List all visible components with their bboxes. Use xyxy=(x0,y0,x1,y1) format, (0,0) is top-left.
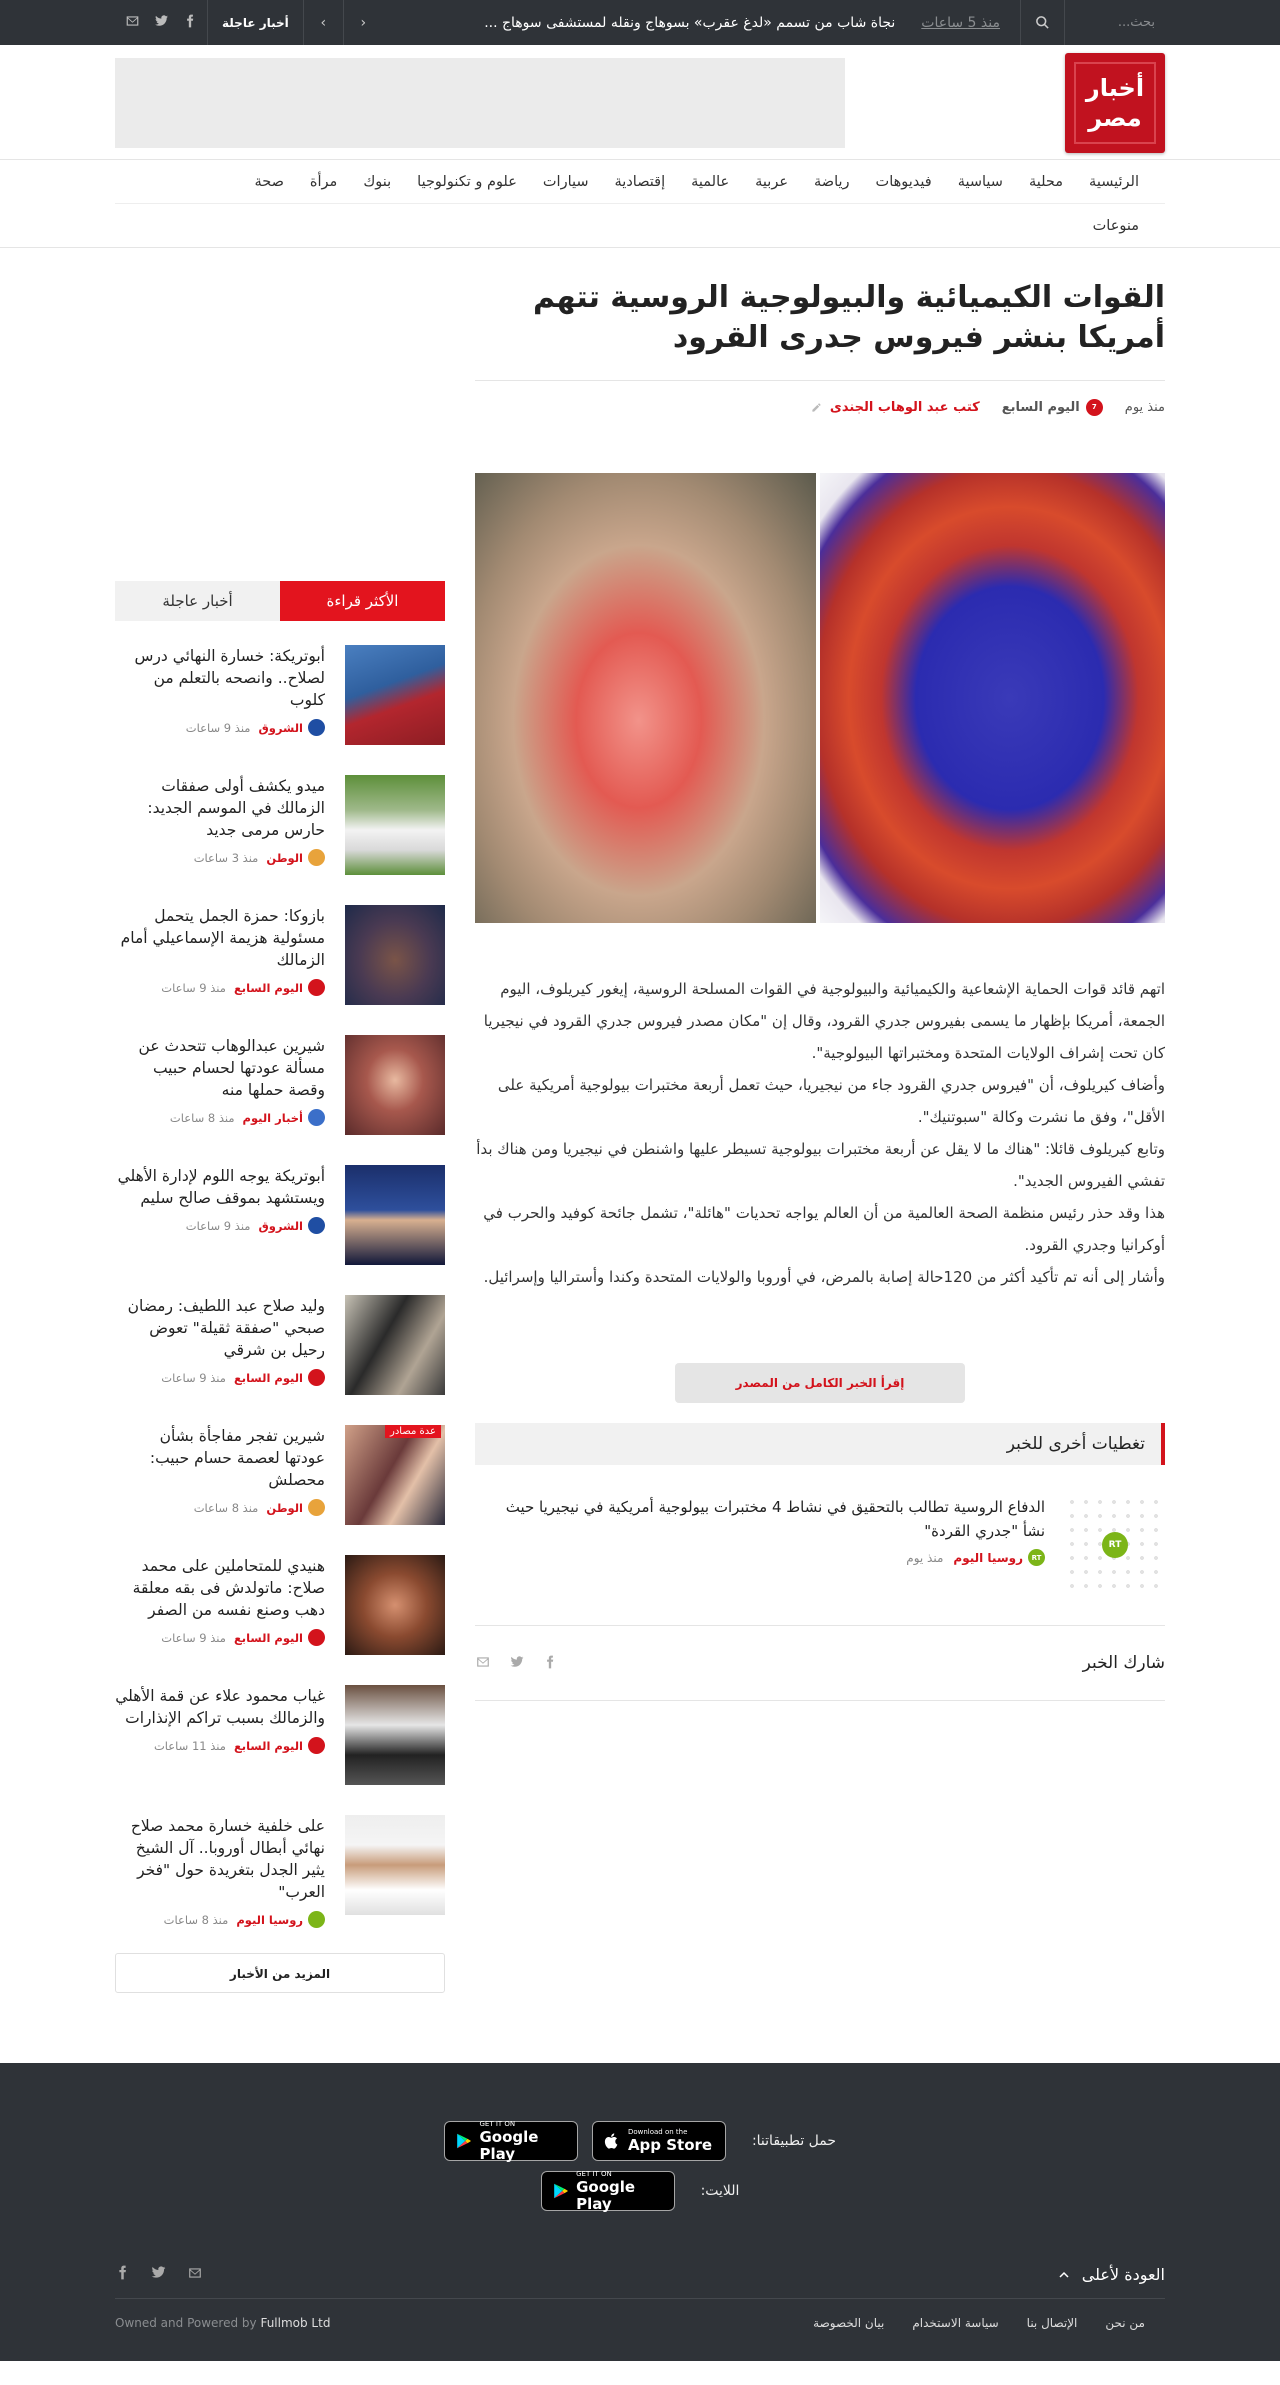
powered-by xyxy=(115,2316,330,2330)
twitter-link[interactable] xyxy=(154,13,169,32)
twitter-icon xyxy=(154,14,169,28)
most-read-source xyxy=(234,1369,325,1386)
most-read-source xyxy=(258,719,325,736)
most-read-thumb[interactable] xyxy=(345,905,445,1005)
lite-label: اللايت: xyxy=(700,2183,740,2199)
author-name: كتب عبد الوهاب الجندى xyxy=(829,399,980,415)
source-logo xyxy=(308,849,325,866)
most-read-title[interactable]: على خلفية خسارة محمد صلاح نهائي أبطال أوروبا.. آل الشيخ يثير الجدل بتغريدة حول "فخر العرب" xyxy=(130,1817,325,1901)
most-read-source xyxy=(266,849,325,866)
most-read-time: منذ 8 ساعات xyxy=(169,1110,235,1125)
twitter-icon xyxy=(509,1655,525,1669)
facebook-link[interactable] xyxy=(183,13,197,32)
sidebar-tabs xyxy=(115,581,445,621)
nav-item[interactable]: الرئيسية xyxy=(1089,173,1139,190)
footer-facebook-link[interactable] xyxy=(115,2265,130,2284)
article-author xyxy=(811,400,980,415)
most-read-title[interactable]: أبوتريكة: خسارة النهائي درس لصلاح.. وانصحه بالتعلم من كلوب xyxy=(134,647,325,709)
coverage-source xyxy=(953,1549,1045,1566)
multi-source-badge: عدة مصادر xyxy=(385,1425,441,1438)
most-read-thumb[interactable] xyxy=(345,1815,445,1915)
coverage-source-name: روسيا اليوم xyxy=(953,1550,1023,1565)
footer-link-privacy[interactable]: بيان الخصوصة xyxy=(813,2316,885,2330)
nav-item[interactable]: فيديوهات xyxy=(875,173,932,190)
most-read-meta xyxy=(115,1369,325,1386)
article-source[interactable] xyxy=(1002,399,1103,416)
source-logo xyxy=(308,1369,325,1386)
most-read-source-name: الشروق xyxy=(258,1218,303,1233)
most-read-thumb[interactable] xyxy=(345,645,445,745)
article-paragraph: وأضاف كيريلوف، أن "فيروس جدري القرود جاء من نيجيريا، حيث تعمل أربعة مختبرات بيولوجية أمريكية على الأقل"، وفق ما نشرت وكالة "سبوتنيك". xyxy=(497,1076,1165,1126)
source-logo xyxy=(308,1911,325,1928)
back-to-top-label: العودة لأعلى xyxy=(1081,2265,1165,2284)
source-logo xyxy=(308,719,325,736)
footer-link-contact[interactable]: الإتصال بنا xyxy=(1026,2316,1078,2330)
google-play-big: Google Play xyxy=(479,2127,539,2163)
nav-list-row2 xyxy=(115,203,1165,247)
other-coverage-heading: تغطيات أخرى للخبر xyxy=(475,1423,1165,1465)
source-logo: 7 xyxy=(1086,399,1103,416)
most-read-title[interactable]: أبوتريكة يوجه اللوم لإدارة الأهلي ويستشهد بموقف صالح سليم xyxy=(117,1167,325,1207)
most-read-meta xyxy=(115,1911,325,1928)
most-read-meta xyxy=(115,1217,325,1234)
most-read-source-name: أخبار اليوم xyxy=(242,1110,303,1125)
nav-item[interactable]: سيارات xyxy=(542,173,589,190)
google-play-small: GET IT ON xyxy=(479,2119,516,2128)
nav-item[interactable]: عربية xyxy=(755,173,788,190)
article-image xyxy=(475,473,1165,923)
header-ad-slot xyxy=(115,58,845,148)
most-read-thumb[interactable] xyxy=(345,775,445,875)
lite-google-play-button[interactable] xyxy=(541,2171,675,2211)
app-downloads xyxy=(0,2121,1280,2161)
app-store-button[interactable] xyxy=(592,2121,726,2161)
rt-logo: RT xyxy=(1102,1532,1128,1558)
coverage-meta xyxy=(485,1549,1045,1566)
powered-prefix: Owned and Powered by xyxy=(115,2316,257,2330)
most-read-title[interactable]: غياب محمود علاء عن قمة الأهلي والزمالك بسبب تراكم الإنذارات xyxy=(115,1687,325,1727)
source-logo xyxy=(308,1499,325,1516)
most-read-title[interactable]: وليد صلاح عبد اللطيف: رمضان صبحي "صفقة ثقيلة" تعوض رحيل بن شرقي xyxy=(127,1297,325,1359)
read-full-button[interactable]: إقرأ الخبر الكامل من المصدر xyxy=(675,1363,965,1403)
article-title: القوات الكيميائية والبيولوجية الروسية تتهم أمريكا بنشر فيروس جدرى القرود xyxy=(475,278,1165,381)
mail-icon xyxy=(125,14,140,28)
source-logo: RT xyxy=(1028,1549,1045,1566)
main-nav xyxy=(0,160,1280,248)
most-read-item[interactable] xyxy=(115,1011,445,1141)
most-read-source-name: اليوم السابع xyxy=(233,980,303,995)
app-store-small: Download on the xyxy=(627,2128,688,2136)
most-read-item[interactable] xyxy=(115,1661,445,1791)
most-read-meta xyxy=(115,1499,325,1516)
most-read-item[interactable] xyxy=(115,621,445,751)
mail-icon xyxy=(475,1655,491,1669)
facebook-icon xyxy=(183,14,197,28)
most-read-time: منذ 8 ساعات xyxy=(193,1500,259,1515)
nav-item[interactable]: إقتصادية xyxy=(614,173,666,190)
most-read-title[interactable]: ميدو يكشف أولى صفقات الزمالك في الموسم الجديد: حارس مرمى جديد xyxy=(147,777,325,839)
most-read-title[interactable]: شيرين عبدالوهاب تتحدث عن مسألة عودتها لحسام حبيب وقصة حملها منه xyxy=(138,1037,325,1099)
most-read-meta xyxy=(115,719,325,736)
sidebar xyxy=(115,278,445,1993)
google-play-big: Google Play xyxy=(576,2177,636,2213)
nav-item[interactable]: صحة xyxy=(254,173,284,190)
most-read-thumb[interactable] xyxy=(345,1555,445,1655)
tab-most-read[interactable]: الأكثر قراءة xyxy=(280,581,445,621)
most-read-item[interactable] xyxy=(115,881,445,1011)
most-read-source-name: اليوم السابع xyxy=(233,1370,303,1385)
facebook-icon xyxy=(543,1655,557,1669)
ticker-prev-button[interactable] xyxy=(343,0,383,45)
most-read-time: منذ 11 ساعات xyxy=(153,1738,226,1753)
source-logo xyxy=(308,1109,325,1126)
most-read-item[interactable] xyxy=(115,1141,445,1271)
search-icon xyxy=(1035,15,1050,30)
image-divider xyxy=(816,473,820,923)
most-read-title[interactable]: شيرين تفجر مفاجأة بشأن عودتها لعصمة حسام حبيب: محصلش xyxy=(149,1427,325,1489)
google-play-icon xyxy=(455,2130,473,2152)
most-read-source xyxy=(234,1629,325,1646)
most-read-meta xyxy=(115,1629,325,1646)
coverage-time: منذ يوم xyxy=(906,1550,944,1565)
most-read-time: منذ 8 ساعات xyxy=(163,1912,229,1927)
nav-item[interactable]: محلية xyxy=(1028,173,1064,190)
article xyxy=(475,278,1165,1993)
mail-icon xyxy=(187,2266,203,2280)
most-read-time: منذ 9 ساعات xyxy=(185,1218,251,1233)
footer-link-about[interactable]: من نحن xyxy=(1105,2316,1145,2330)
pencil-icon xyxy=(811,402,822,413)
more-news-button[interactable]: المزيد من الأخبار xyxy=(115,1953,445,1993)
most-read-meta xyxy=(115,979,325,996)
most-read-meta xyxy=(115,849,325,866)
most-read-source-name: الشروق xyxy=(258,720,303,735)
most-read-thumb[interactable] xyxy=(345,1425,445,1525)
article-paragraph: وأشار إلى أنه تم تأكيد أكثر من 120حالة إصابة بالمرض، في أوروبا والولايات المتحدة وكندا وأستراليا وإسرائيل. xyxy=(483,1268,1165,1286)
footer xyxy=(0,2063,1280,2361)
most-read-thumb[interactable] xyxy=(345,1165,445,1265)
source-logo xyxy=(308,1629,325,1646)
most-read-source xyxy=(243,1109,325,1126)
site-logo[interactable] xyxy=(1065,53,1165,153)
footer-email-link[interactable] xyxy=(187,2265,203,2284)
article-paragraph: وتابع كيريلوف قائلا: "هناك ما لا يقل عن أربعة مختبرات بيولوجية تسيطر عليها واشنطن في نيجيريا ومن هناك بدأ تفشي الفيروس الجديد". xyxy=(476,1140,1165,1190)
most-read-thumb[interactable] xyxy=(345,1295,445,1395)
nav-item[interactable]: علوم و تكنولوجيا xyxy=(417,173,517,190)
article-paragraph: هذا وقد حذر رئيس منظمة الصحة العالمية من أن العالم يواجه تحديات "هائلة"، تشمل جائحة كوفيد والحرب في أوكرانيا وجدري القرود. xyxy=(483,1204,1165,1254)
ticker-next-button[interactable] xyxy=(303,0,343,45)
most-read-time: منذ 9 ساعات xyxy=(161,1370,226,1385)
logo-mark xyxy=(1074,62,1156,144)
search-input[interactable] xyxy=(1065,0,1165,45)
chevron-right-icon: › xyxy=(320,14,327,31)
most-read-item[interactable] xyxy=(115,751,445,881)
most-read-source xyxy=(258,1217,325,1234)
top-bar xyxy=(0,0,1280,45)
most-read-item[interactable] xyxy=(115,1791,445,1927)
lite-app xyxy=(0,2171,1280,2211)
search-button[interactable] xyxy=(1020,0,1065,45)
back-to-top-button[interactable] xyxy=(1058,2265,1165,2284)
share-bar xyxy=(475,1626,1165,1701)
footer-twitter-link[interactable] xyxy=(150,2265,167,2284)
virus-photo xyxy=(820,473,1165,923)
most-read-time: منذ 9 ساعات xyxy=(161,980,226,995)
google-play-icon xyxy=(552,2180,570,2202)
ticker-time[interactable]: منذ 5 ساعات xyxy=(921,14,1000,31)
most-read-item[interactable] xyxy=(115,1271,445,1401)
most-read-list xyxy=(115,621,445,1927)
tab-breaking-news[interactable]: أخبار عاجلة xyxy=(115,581,280,621)
most-read-meta xyxy=(115,1737,325,1754)
app-store-big: App Store xyxy=(627,2136,713,2154)
news-ticker[interactable] xyxy=(475,15,1020,31)
most-read-thumb[interactable] xyxy=(345,1035,445,1135)
nav-list xyxy=(115,160,1165,203)
most-read-source-name: الوطن xyxy=(266,850,303,865)
apple-icon xyxy=(603,2131,621,2151)
google-play-button[interactable] xyxy=(444,2121,578,2161)
share-label: شارك الخبر xyxy=(1082,1653,1165,1673)
monkey-photo xyxy=(475,473,816,923)
most-read-source-name: روسيا اليوم xyxy=(236,1912,303,1927)
breaking-news-label: أخبار عاجلة xyxy=(207,0,303,45)
nav-item[interactable]: مرأة xyxy=(309,173,338,190)
source-logo xyxy=(308,1217,325,1234)
powered-by-link[interactable]: Fullmob Ltd xyxy=(260,2316,331,2330)
facebook-icon xyxy=(115,2265,130,2280)
google-play-small: GET IT ON xyxy=(576,2169,612,2178)
most-read-source-name: اليوم السابع xyxy=(233,1738,303,1753)
coverage-title[interactable]: الدفاع الروسية تطالب بالتحقيق في نشاط 4 مختبرات بيولوجية أمريكية في نيجيريا حيث نشأ "جدري القردة" xyxy=(505,1498,1045,1540)
most-read-source xyxy=(266,1499,325,1516)
logo-line1: أخبار xyxy=(1085,73,1145,102)
article-meta xyxy=(475,381,1165,433)
article-body xyxy=(475,973,1165,1293)
nav-item[interactable]: بنوك xyxy=(363,173,392,190)
footer-link-terms[interactable]: سياسة الاستخدام xyxy=(912,2316,999,2330)
most-read-source xyxy=(234,979,325,996)
most-read-item[interactable] xyxy=(115,1531,445,1661)
most-read-time: منذ 9 ساعات xyxy=(161,1630,226,1645)
apps-label: حمل تطبيقاتنا: xyxy=(751,2133,837,2149)
coverage-thumb xyxy=(1065,1495,1165,1595)
ticker-headline[interactable]: نجاة شاب من تسمم «لدغ عقرب» بسوهاج ونقله لمستشفى سوهاج ... xyxy=(484,14,896,31)
most-read-meta xyxy=(115,1109,325,1126)
most-read-source-name: الوطن xyxy=(266,1500,303,1515)
article-paragraph: اتهم قائد قوات الحماية الإشعاعية والكيميائية والبيولوجية في القوات المسلحة الروسية، إيغور كيريلوف، اليوم الجمعة، أمريكا بإظهار ما يسمى بفيروس جدري القرود، وقال إن "مكان مصدر فيروس جدري القرود في نيجيريا كان تحت إشراف الولايات المتحدة ومختبراتها البيولوجية". xyxy=(483,980,1165,1062)
nav-item[interactable]: عالمية xyxy=(691,173,730,190)
most-read-title[interactable]: هنيدي للمتحاملين على محمد صلاح: ماتولدش فى بقه معلقة دهب وصنع نفسه من الصفر xyxy=(132,1557,325,1619)
most-read-thumb[interactable] xyxy=(345,1685,445,1785)
most-read-item[interactable] xyxy=(115,1401,445,1531)
email-link[interactable] xyxy=(125,13,140,32)
most-read-time: منذ 3 ساعات xyxy=(193,850,259,865)
chevron-left-icon: ‹ xyxy=(360,14,367,31)
source-logo xyxy=(308,979,325,996)
chevron-up-icon xyxy=(1058,2269,1070,2281)
source-logo xyxy=(308,1737,325,1754)
article-source-name: اليوم السابع xyxy=(1001,399,1080,415)
share-email[interactable] xyxy=(475,1654,491,1673)
logo-line2: مصر xyxy=(1088,103,1142,132)
footer-mid xyxy=(115,2251,1165,2299)
most-read-source xyxy=(236,1911,325,1928)
most-read-title[interactable]: بازوكا: حمزة الجمل يتحمل مسئولية هزيمة الإسماعيلي أمام الزمالك xyxy=(120,907,325,969)
nav-item-misc[interactable]: منوعات xyxy=(1092,217,1139,234)
most-read-source xyxy=(234,1737,325,1754)
nav-item[interactable]: رياضة xyxy=(814,173,850,190)
most-read-time: منذ 9 ساعات xyxy=(185,720,251,735)
site-header xyxy=(0,45,1280,160)
article-time: منذ يوم xyxy=(1124,399,1165,415)
most-read-source-name: اليوم السابع xyxy=(233,1630,303,1645)
twitter-icon xyxy=(150,2265,167,2280)
coverage-item[interactable] xyxy=(475,1465,1165,1626)
share-twitter[interactable] xyxy=(509,1654,525,1673)
footer-bottom xyxy=(115,2299,1165,2347)
share-facebook[interactable] xyxy=(543,1654,557,1673)
nav-item[interactable]: سياسية xyxy=(957,173,1003,190)
